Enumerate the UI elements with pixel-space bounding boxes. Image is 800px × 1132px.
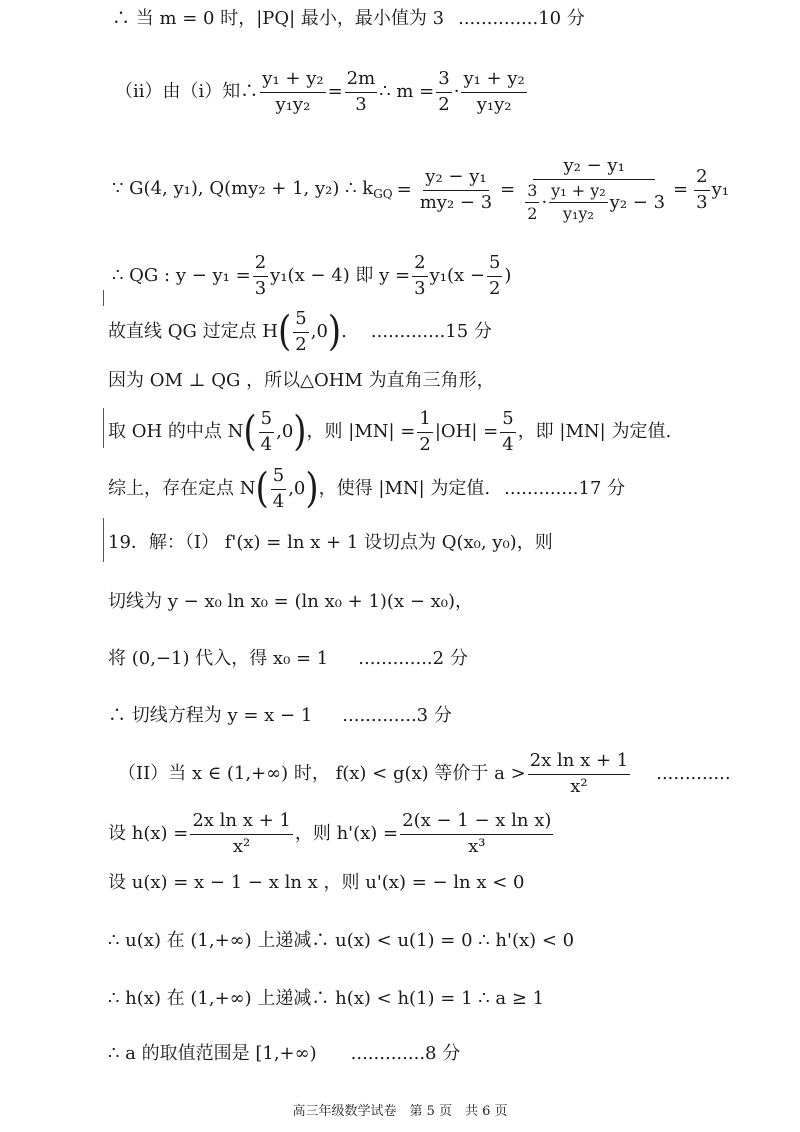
line-substitute: 将 (0,−1) 代入，得 x₀ = 1 .............2 分 (108, 648, 468, 669)
page-footer: 高三年级数学试卷 第 5 页 共 6 页 (292, 1104, 508, 1119)
line-q19-part-i: 19．解：（I） f'(x) = ln x + 1 设切点为 Q(x₀, y₀)，则 (108, 532, 553, 553)
fraction: y₂ − y₁ $\frac{3}{2}$ · $\frac{\text{y₁ + y₂}}{\text{y₁y₂}}$ y₂ − 3 (527, 155, 666, 224)
line-fixed-point-h: 故直线 QG 过定点 H ( $\frac{5}{2}$ ,0 ) . .............15 分 (108, 307, 492, 356)
fraction: $\frac{5}{2}$ (488, 251, 501, 299)
line-tangent: 切线为 y − x₀ ln x₀ = (ln x₀ + 1)(x − x₀)， (108, 591, 474, 612)
fraction: $\frac{\text{2x ln x + 1}}{\text{x²}}$ (529, 749, 629, 797)
line-min-pq: ∴ 当 m = 0 时，|PQ| 最小，最小值为 3 ..............10 分 (112, 8, 585, 29)
fraction: $\frac{5}{4}$ (502, 407, 514, 455)
line-h-decreasing: ∴ h(x) 在 (1,+∞) 上递减∴ h(x) < h(1) = 1 ∴ a ≥ 1 (108, 988, 545, 1009)
margin-bar (103, 408, 104, 448)
line-qg-equation: ∴ QG : y − y₁ = $\frac{2}{3}$ y₁(x − 4) 即 y = $\frac{2}{3}$ y₁(x − $\frac{5}{2}$ ) (112, 251, 512, 299)
fraction: $\frac{5}{4}$ (272, 464, 285, 512)
line-a-range: ∴ a 的取值范围是 [1,+∞) .............8 分 (108, 1043, 461, 1064)
line-define-u: 设 u(x) = x − 1 − x ln x ，则 u'(x) = − ln x < 0 (108, 872, 525, 893)
fraction: $\frac{\text{y₁ + y₂}}{\text{y₁y₂}}$ (463, 67, 525, 115)
fraction: $\frac{\text{y₁ + y₂}}{\text{y₁y₂}}$ (262, 67, 324, 115)
fraction: $\frac{5}{2}$ (295, 307, 307, 355)
line-slope-kgq: ∵ G(4, y₁), Q(my₂ + 1, y₂) ∴ $k_{GQ}$ = $\frac{\text{y₂ − y₁}}{\text{my₂ − 3}}$ = y₂ − y₁ $\frac{3}{2}$ · $\frac{\text{y₁ + y₂}}{\text{y₁y₂}}$ y₂ − 3 = $\frac{2}{3}$ y₁ (112, 155, 729, 224)
margin-bar (103, 290, 104, 306)
fraction: $\frac{\text{y₂ − y₁}}{\text{my₂ − 3}}$ (419, 165, 493, 213)
fraction: $\frac{1}{2}$ (419, 407, 431, 455)
fraction: $\frac{2}{3}$ (254, 251, 267, 299)
line-midpoint-n: 取 OH 的中点 N ( $\frac{5}{4}$ ,0 ) ，则 |MN| = $\frac{1}{2}$ |OH| = $\frac{5}{4}$ ，即 |MN| 为定值. (108, 407, 672, 456)
margin-bar (103, 518, 104, 562)
fraction: $\frac{5}{4}$ (260, 407, 273, 455)
fraction: $\frac{2}{3}$ (696, 165, 708, 213)
fraction: $\frac{3}{2}$ (438, 67, 450, 115)
line-right-triangle: 因为 OM ⊥ QG ，所以△OHM 为直角三角形， (108, 370, 495, 391)
line-define-h: 设 h(x) = $\frac{\text{2x ln x + 1}}{\text{x²}}$ ，则 h'(x) = $\frac{\text{2(x − 1 − x ln x)}}{\text{x³}}$ (108, 809, 552, 857)
line-tangent-eq: ∴ 切线方程为 y = x − 1 .............3 分 (108, 705, 452, 726)
fraction: $\frac{2}{3}$ (414, 251, 426, 299)
fraction: $\frac{\text{2x ln x + 1}}{\text{x²}}$ (192, 809, 291, 857)
fraction: $\frac{2m}{3}$ (346, 67, 376, 115)
line-conclusion: 综上，存在定点 N ( $\frac{5}{4}$ ,0 ) ，使得 |MN| 为定值. .............17 分 (108, 464, 626, 513)
line-u-decreasing: ∴ u(x) 在 (1,+∞) 上递减∴ u(x) < u(1) = 0 ∴ h'(x) < 0 (108, 930, 575, 951)
fraction: $\frac{\text{2(x − 1 − x ln x)}}{\text{x³}}$ (402, 809, 552, 857)
line-part-ii: （II）当 x ∈ (1,+∞) 时， f(x) < g(x) 等价于 a > $\frac{\text{2x ln x + 1}}{\text{x²}}$ ............. (118, 749, 731, 797)
line-ii-known: （ii）由（i）知∴ $\frac{\text{y₁ + y₂}}{\text{y₁y₂}}$ = $\frac{2m}{3}$ ∴ m = $\frac{3}{2}$ · $\frac{\text{y₁ + y₂}}{\text{y₁y₂}}$ (115, 67, 525, 115)
